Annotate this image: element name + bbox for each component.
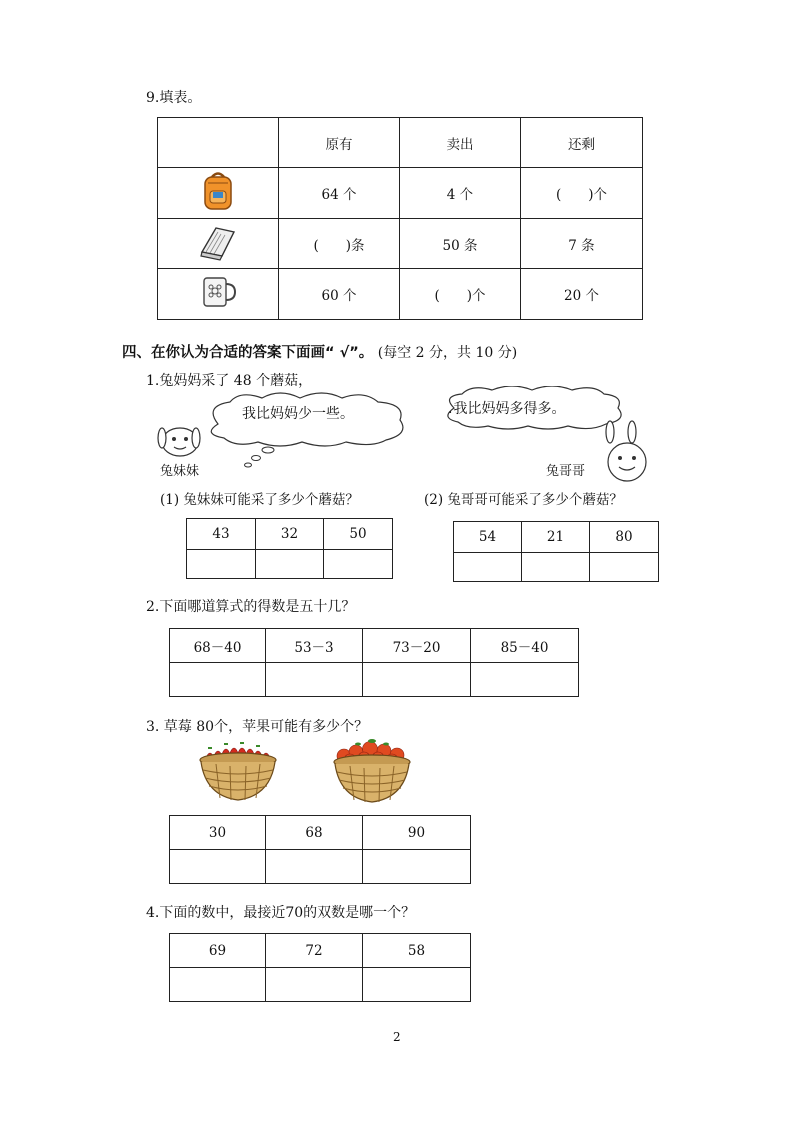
p2-options-table xyxy=(169,628,579,697)
page-number: 2 xyxy=(393,1030,401,1044)
answer-cell[interactable] xyxy=(170,663,266,697)
rabbit-sister-icon xyxy=(156,424,202,458)
rabbit-brother-icon xyxy=(594,420,654,482)
q9-header-remaining: 还剩 xyxy=(521,118,643,168)
p3-options-table xyxy=(169,815,471,884)
p1-question: 1.兔妈妈采了 48 个蘑菇， xyxy=(146,373,313,389)
strawberry-basket-icon xyxy=(196,738,280,804)
rabbit-sister-name: 兔妹妹 xyxy=(160,464,200,479)
q9-cell-blank[interactable]: ( )个 xyxy=(400,269,521,320)
q9-header-row xyxy=(158,118,643,168)
option-label: 58 xyxy=(363,934,471,968)
q9-header-original: 原有 xyxy=(279,118,400,168)
answer-cell[interactable] xyxy=(363,968,471,1002)
answer-cell[interactable] xyxy=(454,553,522,582)
option-label: 21 xyxy=(522,522,590,553)
option-label: 68 xyxy=(266,816,363,850)
option-label: 68－40 xyxy=(170,629,266,663)
answer-cell[interactable] xyxy=(266,663,363,697)
option-label: 32 xyxy=(256,519,324,550)
backpack-icon xyxy=(158,168,279,219)
answer-cell[interactable] xyxy=(266,850,363,884)
q9-row-backpack xyxy=(158,168,643,219)
p1-options-table-1 xyxy=(186,518,393,579)
p1-sub1: (1) 兔妹妹可能采了多少个蘑菇？ xyxy=(160,492,359,508)
q9-row-towel xyxy=(158,219,643,269)
answer-cell[interactable] xyxy=(170,968,266,1002)
option-label: 43 xyxy=(187,519,256,550)
left-bubble-text: 我比妈妈少一些。 xyxy=(242,406,354,422)
q9-cell: 64 个 xyxy=(279,168,400,219)
option-label: 30 xyxy=(170,816,266,850)
p1-options-table-2 xyxy=(453,521,659,582)
towel-icon xyxy=(158,219,279,269)
q9-table xyxy=(157,117,643,320)
answer-cell[interactable] xyxy=(266,968,363,1002)
q9-cell: 20 个 xyxy=(521,269,643,320)
q9-cell-blank[interactable]: ( )个 xyxy=(521,168,643,219)
section4-heading xyxy=(122,341,517,362)
option-label: 54 xyxy=(454,522,522,553)
cup-icon xyxy=(158,269,279,320)
answer-cell[interactable] xyxy=(363,663,471,697)
q9-cell: 60 个 xyxy=(279,269,400,320)
right-bubble-label: 我比妈妈多得多。 xyxy=(453,401,566,417)
q9-cell-blank[interactable]: ( )条 xyxy=(279,219,400,269)
q9-title: 9.填表。 xyxy=(146,90,202,106)
q9-cell: 50 条 xyxy=(400,219,521,269)
p3-question: 3. 草莓 80个，苹果可能有多少个？ xyxy=(146,719,369,735)
answer-cell[interactable] xyxy=(590,553,659,582)
p4-question: 4.下面的数中，最接近70的双数是哪一个？ xyxy=(146,905,416,921)
option-label: 73－20 xyxy=(363,629,471,663)
q9-row-cup xyxy=(158,269,643,320)
option-label: 50 xyxy=(324,519,393,550)
q9-header-sold: 卖出 xyxy=(400,118,521,168)
answer-cell[interactable] xyxy=(522,553,590,582)
p4-options-table xyxy=(169,933,471,1002)
answer-cell[interactable] xyxy=(170,850,266,884)
option-label: 85－40 xyxy=(471,629,579,663)
p1-sub2: (2) 兔哥哥可能采了多少个蘑菇？ xyxy=(424,492,623,508)
section4-title: 四、在你认为合适的答案下面画“ √”。 xyxy=(122,345,374,361)
q9-cell: 7 条 xyxy=(521,219,643,269)
option-label: 72 xyxy=(266,934,363,968)
option-label: 80 xyxy=(590,522,659,553)
answer-cell[interactable] xyxy=(471,663,579,697)
answer-cell[interactable] xyxy=(256,550,324,579)
right-bubble-text: .我比妈妈多得多。 xyxy=(448,401,566,417)
p2-question: 2.下面哪道算式的得数是五十几？ xyxy=(146,599,356,615)
option-label: 69 xyxy=(170,934,266,968)
answer-cell[interactable] xyxy=(187,550,256,579)
answer-cell[interactable] xyxy=(324,550,393,579)
section4-note: (每空 2 分，共 10 分) xyxy=(377,345,518,361)
rabbit-brother-name: 兔哥哥 xyxy=(546,464,586,479)
answer-cell[interactable] xyxy=(363,850,471,884)
option-label: 53－3 xyxy=(266,629,363,663)
option-label: 90 xyxy=(363,816,471,850)
apple-basket-icon xyxy=(330,736,414,804)
q9-cell: 4 个 xyxy=(400,168,521,219)
q9-header-empty xyxy=(158,118,279,168)
